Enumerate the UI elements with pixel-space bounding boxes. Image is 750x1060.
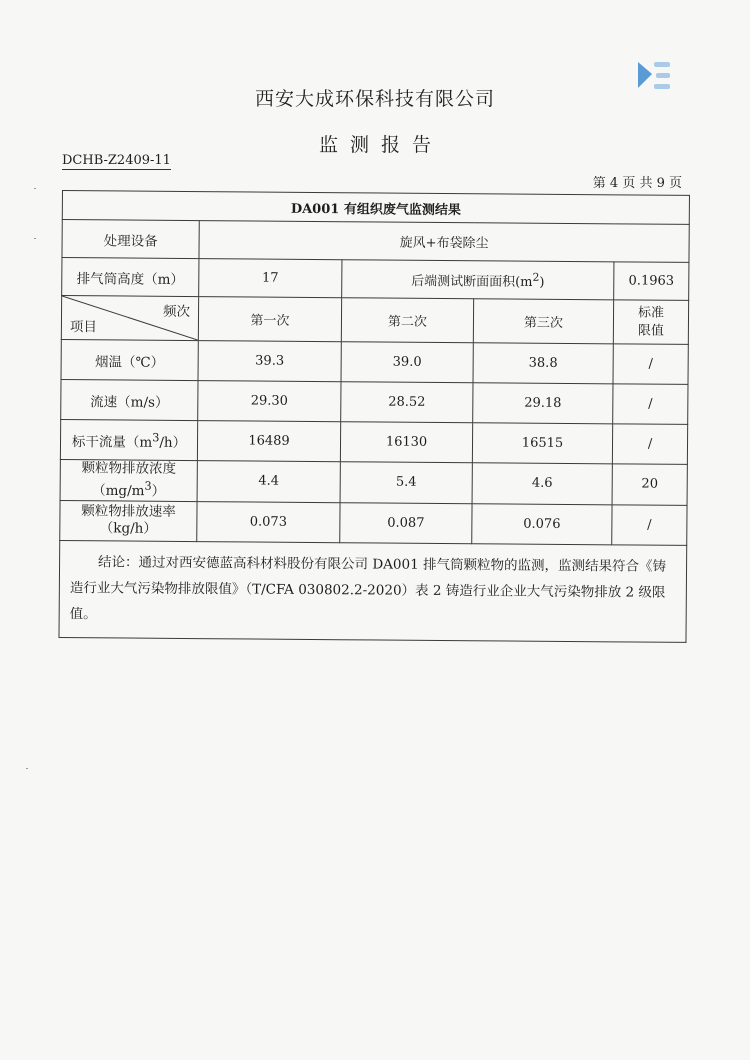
diagonal-header-cell: [61, 296, 198, 341]
cell-value: 16130: [340, 422, 472, 463]
cell-value: 29.30: [198, 381, 341, 422]
equipment-value: 旋风+布袋除尘: [199, 221, 689, 263]
row-label: 颗粒物排放浓度 $(mg/m^3)$: [60, 459, 197, 501]
conclusion-text: 结论：通过对西安德蓝高科材料股份有限公司 DA001 排气筒颗粒物的监测，监测结果符合《铸造行业大气污染物排放限值》（T/CFA 030802.2-2020）表 2 铸造行业企业大气污染物排放 2 级限值。: [59, 540, 687, 642]
cell-limit: /: [613, 384, 688, 425]
section-area-label: 后端测试断面面积$(m^2)$: [342, 260, 614, 300]
cell-value: 0.087: [340, 502, 472, 543]
cell-value: 16489: [197, 421, 340, 462]
cell-value: 39.0: [341, 342, 473, 383]
cell-value: 5.4: [340, 462, 472, 504]
table-row: [60, 419, 687, 464]
scan-speck: [26, 768, 28, 769]
equipment-label: 处理设备: [62, 220, 199, 259]
col-header-2: 第二次: [341, 298, 473, 343]
cell-value: 28.52: [341, 382, 473, 423]
cell-value: 39.3: [198, 341, 341, 382]
row-label: 流速（m/s）: [61, 379, 198, 420]
col-header-3: 第三次: [473, 299, 613, 344]
cell-value: 29.18: [473, 383, 613, 424]
cell-value: 38.8: [473, 343, 613, 384]
table-row: [60, 500, 687, 545]
table-row: [61, 339, 688, 384]
cell-value: 4.6: [472, 463, 612, 505]
row-label: 标干流量$(m^3/h)$: [60, 419, 197, 460]
cell-value: 16515: [472, 423, 612, 464]
cell-value: 0.073: [197, 501, 340, 542]
diag-bottom-label: 项目: [69, 319, 97, 336]
col-header-1: 第一次: [198, 297, 341, 342]
cell-value: 4.4: [197, 461, 340, 503]
table-row: [61, 379, 688, 424]
table-caption: DA001 有组织废气监测结果: [62, 191, 689, 225]
row-label: 颗粒物排放速率 （kg/h）: [60, 500, 197, 541]
company-name: 西安大成环保科技有限公司: [254, 88, 495, 110]
section-area-value: 0.1963: [614, 262, 689, 301]
results-table-wrap: [58, 190, 688, 642]
document-number: DCHB-Z2409-11: [62, 153, 171, 168]
cell-limit: /: [612, 504, 687, 545]
cell-limit: /: [613, 344, 688, 385]
report-title: 监测报告: [318, 134, 443, 156]
results-table: [58, 190, 690, 642]
scan-speck: [34, 188, 36, 189]
cell-limit: 20: [612, 464, 687, 505]
diag-top-label: 频次: [162, 303, 191, 321]
stack-height-value: 17: [199, 259, 342, 298]
stack-height-label: 排气筒高度（m）: [62, 258, 199, 297]
cell-limit: /: [612, 424, 687, 465]
scan-speck: [34, 238, 36, 239]
page-info: 第 4 页 共 9 页: [592, 176, 682, 191]
col-header-limit: 标准 限值: [613, 300, 688, 345]
row-label: 烟温（℃）: [61, 339, 198, 380]
cell-value: 0.076: [472, 503, 612, 544]
table-row: [60, 459, 687, 504]
